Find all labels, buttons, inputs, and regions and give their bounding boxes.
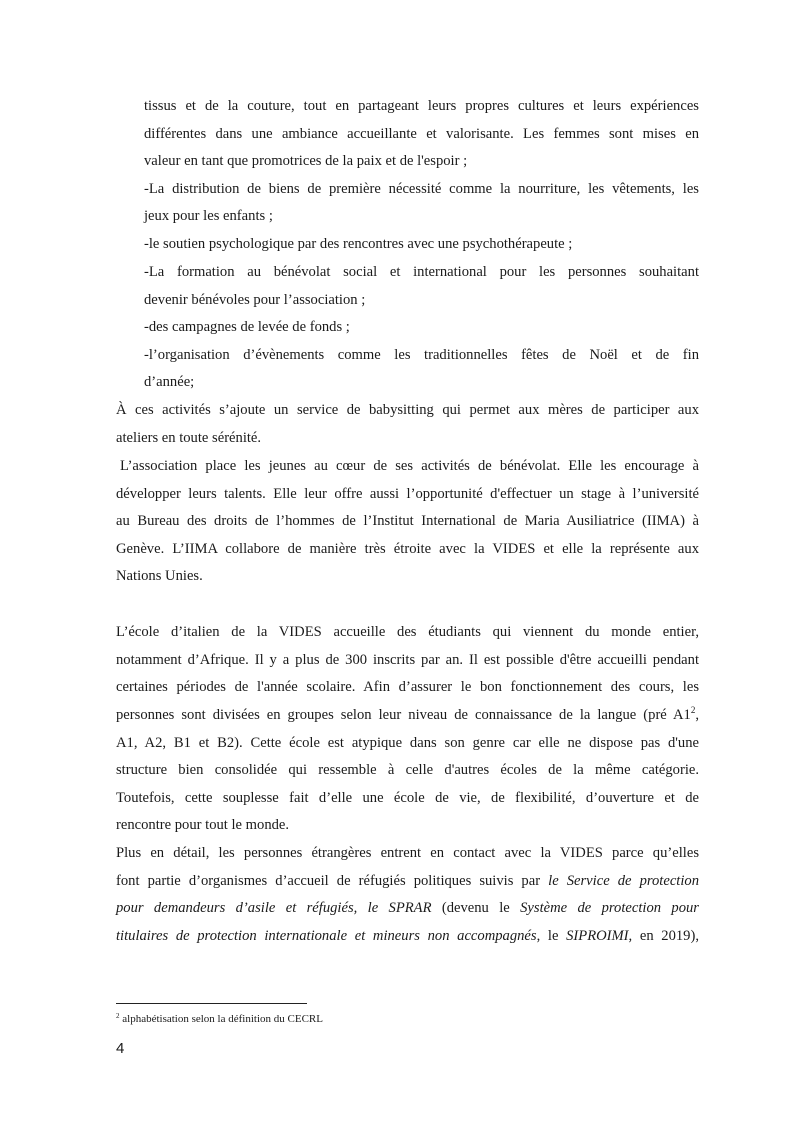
list-line: différentes dans une ambiance accueillante et valorisante. Les femmes sont mises en	[144, 126, 699, 142]
list-line: d’année;	[144, 374, 195, 390]
list-line: -La distribution de biens de première nécessité comme la nourriture, les vêtements, les	[144, 181, 699, 197]
italic-text: titulaires de protection internationale et mineurs non accompagnés	[116, 928, 537, 944]
text-segment: ,	[695, 707, 699, 723]
text-segment: (devenu le	[431, 900, 521, 916]
list-line: jeux pour les enfants ;	[144, 208, 273, 224]
footnote-separator	[116, 1003, 307, 1004]
paragraph-line: développer leurs talents. Elle leur offre aussi l’opportunité d'effectuer un stage à l’université	[116, 486, 699, 502]
footnote-text: alphabétisation selon la définition du CECRL	[119, 1013, 323, 1025]
list-line: -des campagnes de levée de fonds ;	[144, 319, 350, 335]
paragraph-line: L’association place les jeunes au cœur de ses activités de bénévolat. Elle les encourage à	[120, 458, 699, 474]
list-line: tissus et de la couture, tout en partageant leurs propres cultures et leurs expériences	[144, 98, 699, 114]
italic-text: le Service de protection	[548, 873, 700, 889]
paragraph-line: A1, A2, B1 et B2). Cette école est atypique dans son genre car elle ne dispose pas d'une	[116, 735, 699, 751]
paragraph-line: notamment d’Afrique. Il y a plus de 300 inscrits par an. Il est possible d'être accueilli pendant	[116, 652, 699, 668]
paragraph-line: Toutefois, cette souplesse fait d’elle une école de vie, de flexibilité, d’ouverture et de	[116, 790, 699, 806]
paragraph-line: structure bien consolidée qui ressemble à celle d'autres écoles de la même catégorie.	[116, 762, 699, 778]
list-line: -l’organisation d’évènements comme les traditionnelles fêtes de Noël et de fin	[144, 347, 699, 363]
list-line: -La formation au bénévolat social et international pour les personnes souhaitant	[144, 264, 699, 280]
page-number: 4	[116, 1040, 125, 1057]
paragraph-line: L’école d’italien de la VIDES accueille des étudiants qui viennent du monde entier,	[116, 624, 699, 640]
paragraph-line: rencontre pour tout le monde.	[116, 817, 290, 833]
list-line: devenir bénévoles pour l’association ;	[144, 292, 366, 308]
italic-text: SIPROIMI,	[566, 928, 633, 944]
text-segment: , le	[536, 928, 567, 944]
italic-text: pour demandeurs d’asile et réfugiés, le SPRAR	[116, 900, 432, 916]
paragraph-line	[116, 871, 699, 891]
paragraph-line: ateliers en toute sérénité.	[116, 430, 262, 446]
paragraph-line: Genève. L’IIMA collabore de manière très étroite avec la VIDES et elle la représente aux	[116, 541, 699, 557]
footnote	[116, 1012, 323, 1026]
list-line: valeur en tant que promotrices de la paix et de l'espoir ;	[144, 153, 468, 169]
paragraph-line: À ces activités s’ajoute un service de babysitting qui permet aux mères de participer aux	[116, 402, 699, 418]
paragraph-line	[116, 843, 699, 863]
footnote-ref: 2	[690, 705, 696, 715]
paragraph-line	[116, 898, 699, 918]
text-segment: personnes sont divisées en groupes selon leur niveau de connaissance de la langue (pré A1	[116, 707, 691, 723]
paragraph-line	[116, 705, 699, 725]
text-segment: en 2019),	[632, 928, 699, 944]
paragraph-line: au Bureau des droits de l’hommes de l’Institut International de Maria Ausiliatrice (IIMA) à	[116, 513, 699, 529]
paragraph-line: Nations Unies.	[116, 568, 203, 584]
paragraph-line	[116, 926, 699, 946]
paragraph-line: certaines périodes de l'année scolaire. Afin d’assurer le bon fonctionnement des cours, les	[116, 679, 699, 695]
italic-text: Système de protection pour	[520, 900, 699, 916]
text-segment: Plus en détail, les personnes étrangères entrent en contact avec la VIDES parce qu’elles	[116, 845, 699, 861]
footnote-number: 2	[116, 1012, 120, 1020]
text-segment: font partie d’organismes d’accueil de réfugiés politiques suivis par	[116, 873, 549, 889]
list-line: -le soutien psychologique par des rencontres avec une psychothérapeute ;	[144, 236, 573, 252]
